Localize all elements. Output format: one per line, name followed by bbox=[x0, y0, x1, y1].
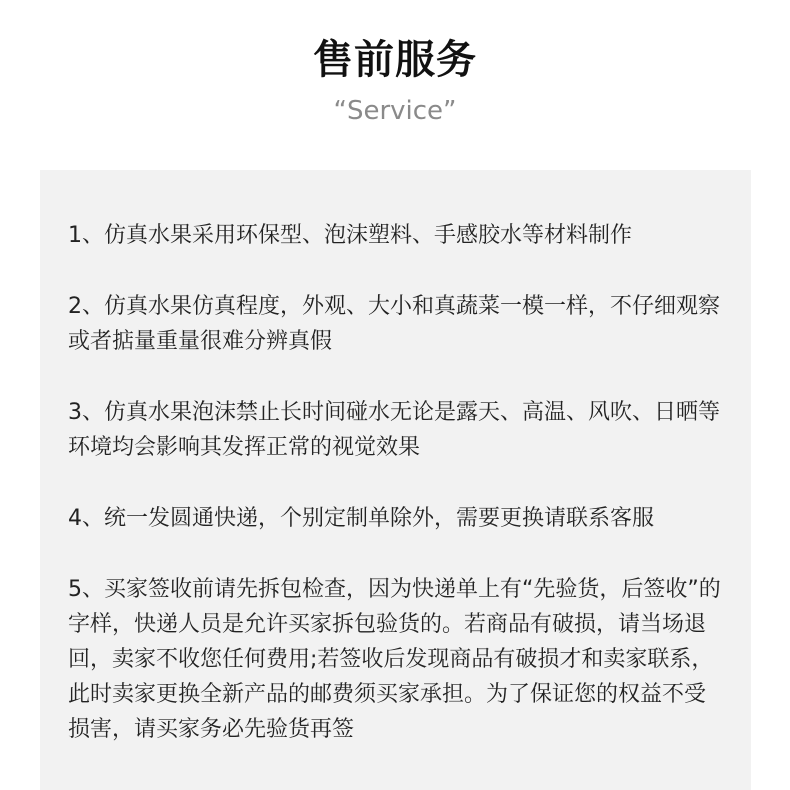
service-notes-panel bbox=[40, 170, 751, 790]
note-item-3: 3、仿真水果泡沫禁止长时间碰水无论是露天、高温、风吹、日晒等环境均会影响其发挥正常的视觉效果 bbox=[68, 400, 720, 460]
note-item-5: 5、买家签收前请先拆包检查，因为快递单上有“先验货，后签收”的字样，快递人员是允许买家拆包验货的。若商品有破损，请当场退回，卖家不收您任何费用;若签收后发现商品有破损才和卖家联系，此时卖家更换全新产品的邮费须买家承担。为了保证您的权益不受损害，请买家务必先验货再签 bbox=[68, 577, 721, 742]
page-title: 售前服务 bbox=[313, 37, 477, 83]
note-item-4: 4、统一发圆通快递，个别定制单除外，需要更换请联系客服 bbox=[68, 506, 654, 531]
page-subtitle: “Service” bbox=[333, 96, 457, 126]
page-header bbox=[0, 32, 790, 128]
note-item-2: 2、仿真水果仿真程度，外观、大小和真蔬菜一模一样，不仔细观察或者掂量重量很难分辨真假 bbox=[68, 294, 720, 354]
note-item-1: 1、仿真水果采用环保型、泡沫塑料、手感胶水等材料制作 bbox=[68, 223, 632, 248]
